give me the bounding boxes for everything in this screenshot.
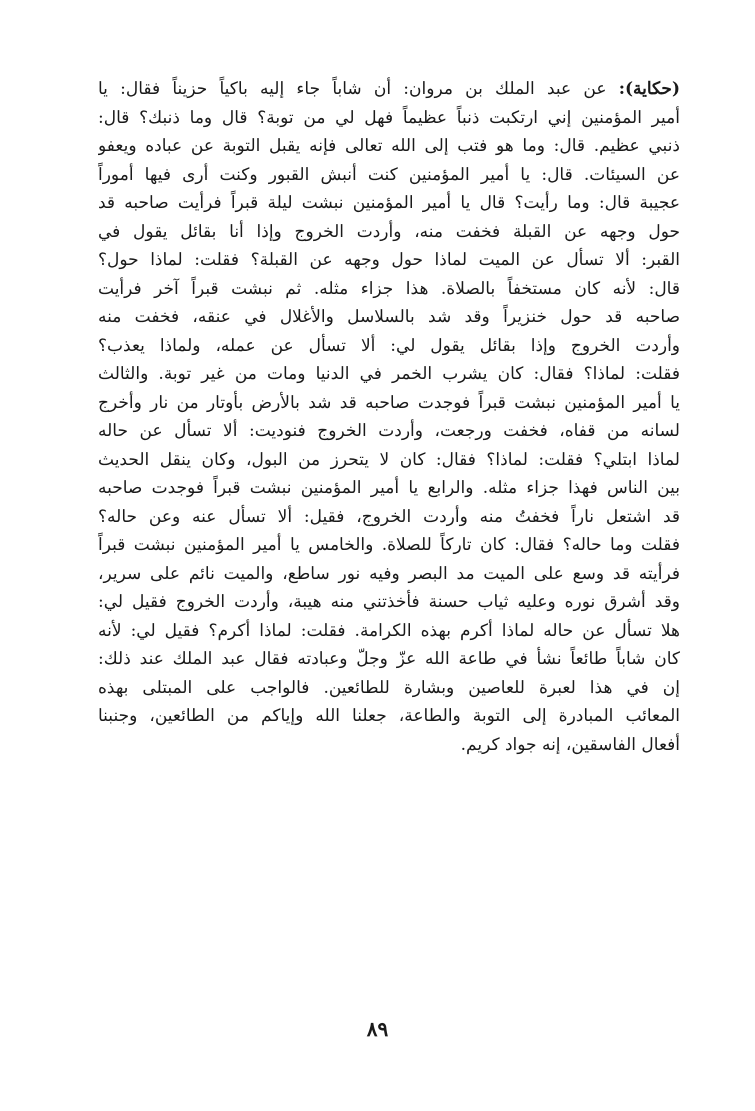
text-line: عن السيئات. قال: يا أمير المؤمنين كنت أنبش القبور وكنت أرى فيها أموراً xyxy=(98,164,680,185)
text-line: المعائب المبادرة إلى التوبة والطاعة، جعلنا الله وإياكم من الطائعين، وجنبنا xyxy=(98,706,680,726)
text-line: فرأيته قد وسع على الميت مد البصر وفيه نور ساطع، والميت نائم على سرير، xyxy=(98,563,680,584)
text-line: كان شاباً طائعاً نشأ في طاعة الله عزّ وجلّ وعبادته فقال عبد الملك عند ذلك: xyxy=(98,649,680,669)
page-number: ٨٩ xyxy=(366,1017,389,1041)
text-line: فقلت وما حاله؟ فقال: كان تاركاً للصلاة. والخامس يا أمير المؤمنين نبشت قبراً xyxy=(98,535,680,555)
text-line: عجيبة قال: وما رأيت؟ قال يا أمير المؤمنين نبشت ليلة قبراً فرأيت صاحبه قد xyxy=(98,193,680,213)
text-line: أفعال الفاسقين، إنه جواد كريم. xyxy=(460,734,680,755)
text-line: لماذا ابتلي؟ فقلت: لماذا؟ فقال: كان لا يتحرز من البول، وكان ينقل الحديث xyxy=(98,449,680,470)
story-heading: (حكاية): xyxy=(618,79,680,99)
text-line: وقد أشرق نوره وعليه ثياب حسنة فأخذتني منه هيبة، وأردت الخروج فقيل لي: xyxy=(98,592,680,612)
text-line: هلا تسأل عن حاله لماذا أكرم بهذه الكرامة. فقلت: لماذا أكرم؟ فقيل لي: لأنه xyxy=(98,620,680,641)
text-line: أمير المؤمنين إني ارتكبت ذنباً عظيماً فهل لي من توبة؟ قال وما ذنبك؟ قال: xyxy=(98,107,680,128)
text-line: القبر: ألا تسأل عن الميت لماذا حول وجهه عن القبلة؟ فقلت: لماذا حول؟ xyxy=(98,250,680,270)
text-line: وأردت الخروج وإذا بقائل يقول لي: ألا تسأل عن عمله، ولماذا يعذب؟ xyxy=(98,335,680,356)
text-line: لسانه من قفاه، فخفت ورجعت، وأردت الخروج فنوديت: ألا تسأل عن حاله xyxy=(98,421,680,441)
story-text xyxy=(98,75,680,759)
text-line: يا أمير المؤمنين نبشت قبراً فوجدت صاحبه قد شد بالأرض بأوتار من نار وأخرج xyxy=(98,392,680,413)
text-line: قد اشتعل ناراً فخفتُ منه وأردت الخروج، فقيل: ألا تسأل عنه وعن حاله؟ xyxy=(98,506,680,527)
text-line: ذنبي عظيم. قال: وما هو فتب إلى الله تعالى فإنه يقبل التوبة عن عباده ويعفو xyxy=(98,136,680,156)
text-line: حول وجهه عن القبلة فخفت منه، وأردت الخروج وإذا أنا بقائل يقول في xyxy=(98,221,680,242)
text-line: إن في هذا لعبرة للعاصين وبشارة للطائعين. فالواجب على المبتلى بهذه xyxy=(98,677,680,698)
text-line: صاحبه قد حول خنزيراً وقد شد بالسلاسل والأغلال في عنقه، فخفت منه xyxy=(98,307,680,327)
line-text: عن عبد الملك بن مروان: أن شاباً جاء إليه باكياً حزيناً فقال: يا xyxy=(98,79,619,99)
text-line: بين الناس فهذا جزاء مثله. والرابع يا أمير المؤمنين نبشت قبراً فوجدت صاحبه xyxy=(98,478,680,498)
text-line: فقلت: لماذا؟ فقال: كان يشرب الخمر في الدنيا ومات من غير توبة. والثالث xyxy=(98,364,680,384)
text-line: قال: لأنه كان مستخفاً بالصلاة. هذا جزاء مثله. ثم نبشت قبراً آخر فرأيت xyxy=(98,278,680,299)
text-line xyxy=(98,75,680,104)
